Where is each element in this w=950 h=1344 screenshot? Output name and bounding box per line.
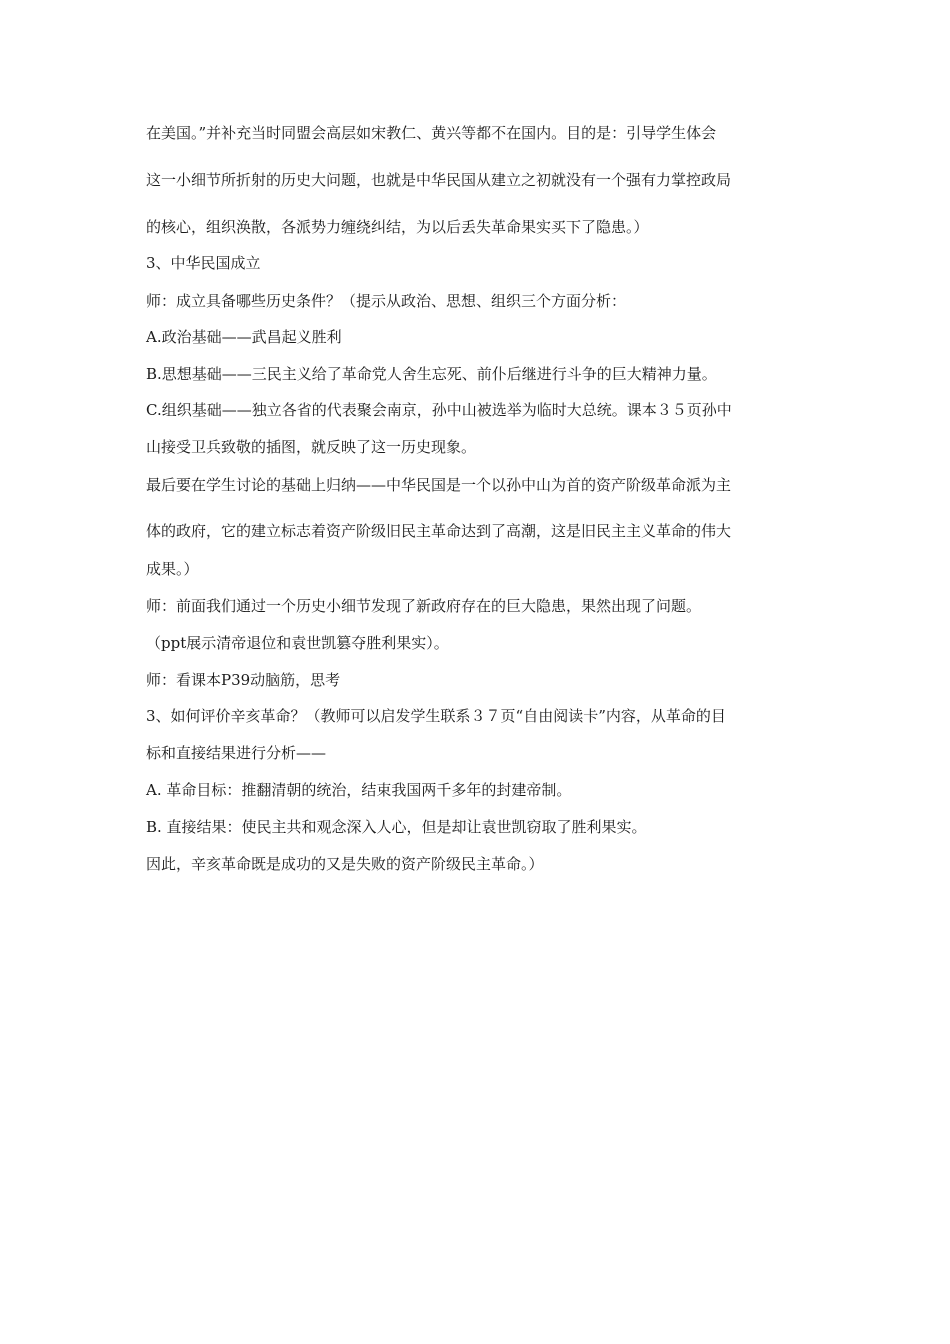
- paragraph-line: 因此，辛亥革命既是成功的又是失败的资产阶级民主革命。）: [146, 855, 544, 873]
- paragraph-line: 师：前面我们通过一个历史小细节发现了新政府存在的巨大隐患，果然出现了问题。: [146, 597, 702, 615]
- paragraph-line: 的核心，组织涣散，各派势力缠绕纠结，为以后丢失革命果实买下了隐患。）: [146, 218, 649, 236]
- paragraph-line: 标和直接结果进行分析——: [146, 744, 327, 762]
- paragraph-line: （ppt展示清帝退位和袁世凯篡夺胜利果实）。: [146, 634, 449, 652]
- list-item: B.思想基础——三民主义给了革命党人舍生忘死、前仆后继进行斗争的巨大精神力量。: [146, 365, 717, 383]
- paragraph-line: 师：看课本P39动脑筋，思考: [146, 671, 341, 689]
- paragraph-line: 师：成立具备哪些历史条件？（提示从政治、思想、组织三个方面分析：: [146, 292, 627, 310]
- paragraph-line: 在美国。”并补充当时同盟会高层如宋教仁、黄兴等都不在国内。目的是：引导学生体会: [146, 124, 717, 142]
- list-item: B. 直接结果：使民主共和观念深入人心，但是却让袁世凯窃取了胜利果实。: [146, 818, 647, 836]
- paragraph-line: 体的政府，它的建立标志着资产阶级旧民主革命达到了高潮，这是旧民主主义革命的伟大: [146, 522, 732, 540]
- paragraph-line: 山接受卫兵致敬的插图，就反映了这一历史现象。: [146, 438, 477, 456]
- list-item: A. 革命目标：推翻清朝的统治，结束我国两千多年的封建帝制。: [146, 781, 572, 799]
- paragraph-line: 3、如何评价辛亥革命？（教师可以启发学生联系３７页“自由阅读卡”内容，从革命的目: [146, 707, 726, 725]
- section-heading: 3、中华民国成立: [146, 254, 261, 272]
- list-item: A.政治基础——武昌起义胜利: [146, 328, 342, 346]
- paragraph-line: 最后要在学生讨论的基础上归纳——中华民国是一个以孙中山为首的资产阶级革命派为主: [146, 476, 732, 494]
- paragraph-line: 成果。）: [146, 560, 199, 578]
- paragraph-line: 这一小细节所折射的历史大问题，也就是中华民国从建立之初就没有一个强有力掌控政局: [146, 171, 732, 189]
- list-item: C.组织基础——独立各省的代表聚会南京，孙中山被选举为临时大总统。课本３５页孙中: [146, 401, 732, 419]
